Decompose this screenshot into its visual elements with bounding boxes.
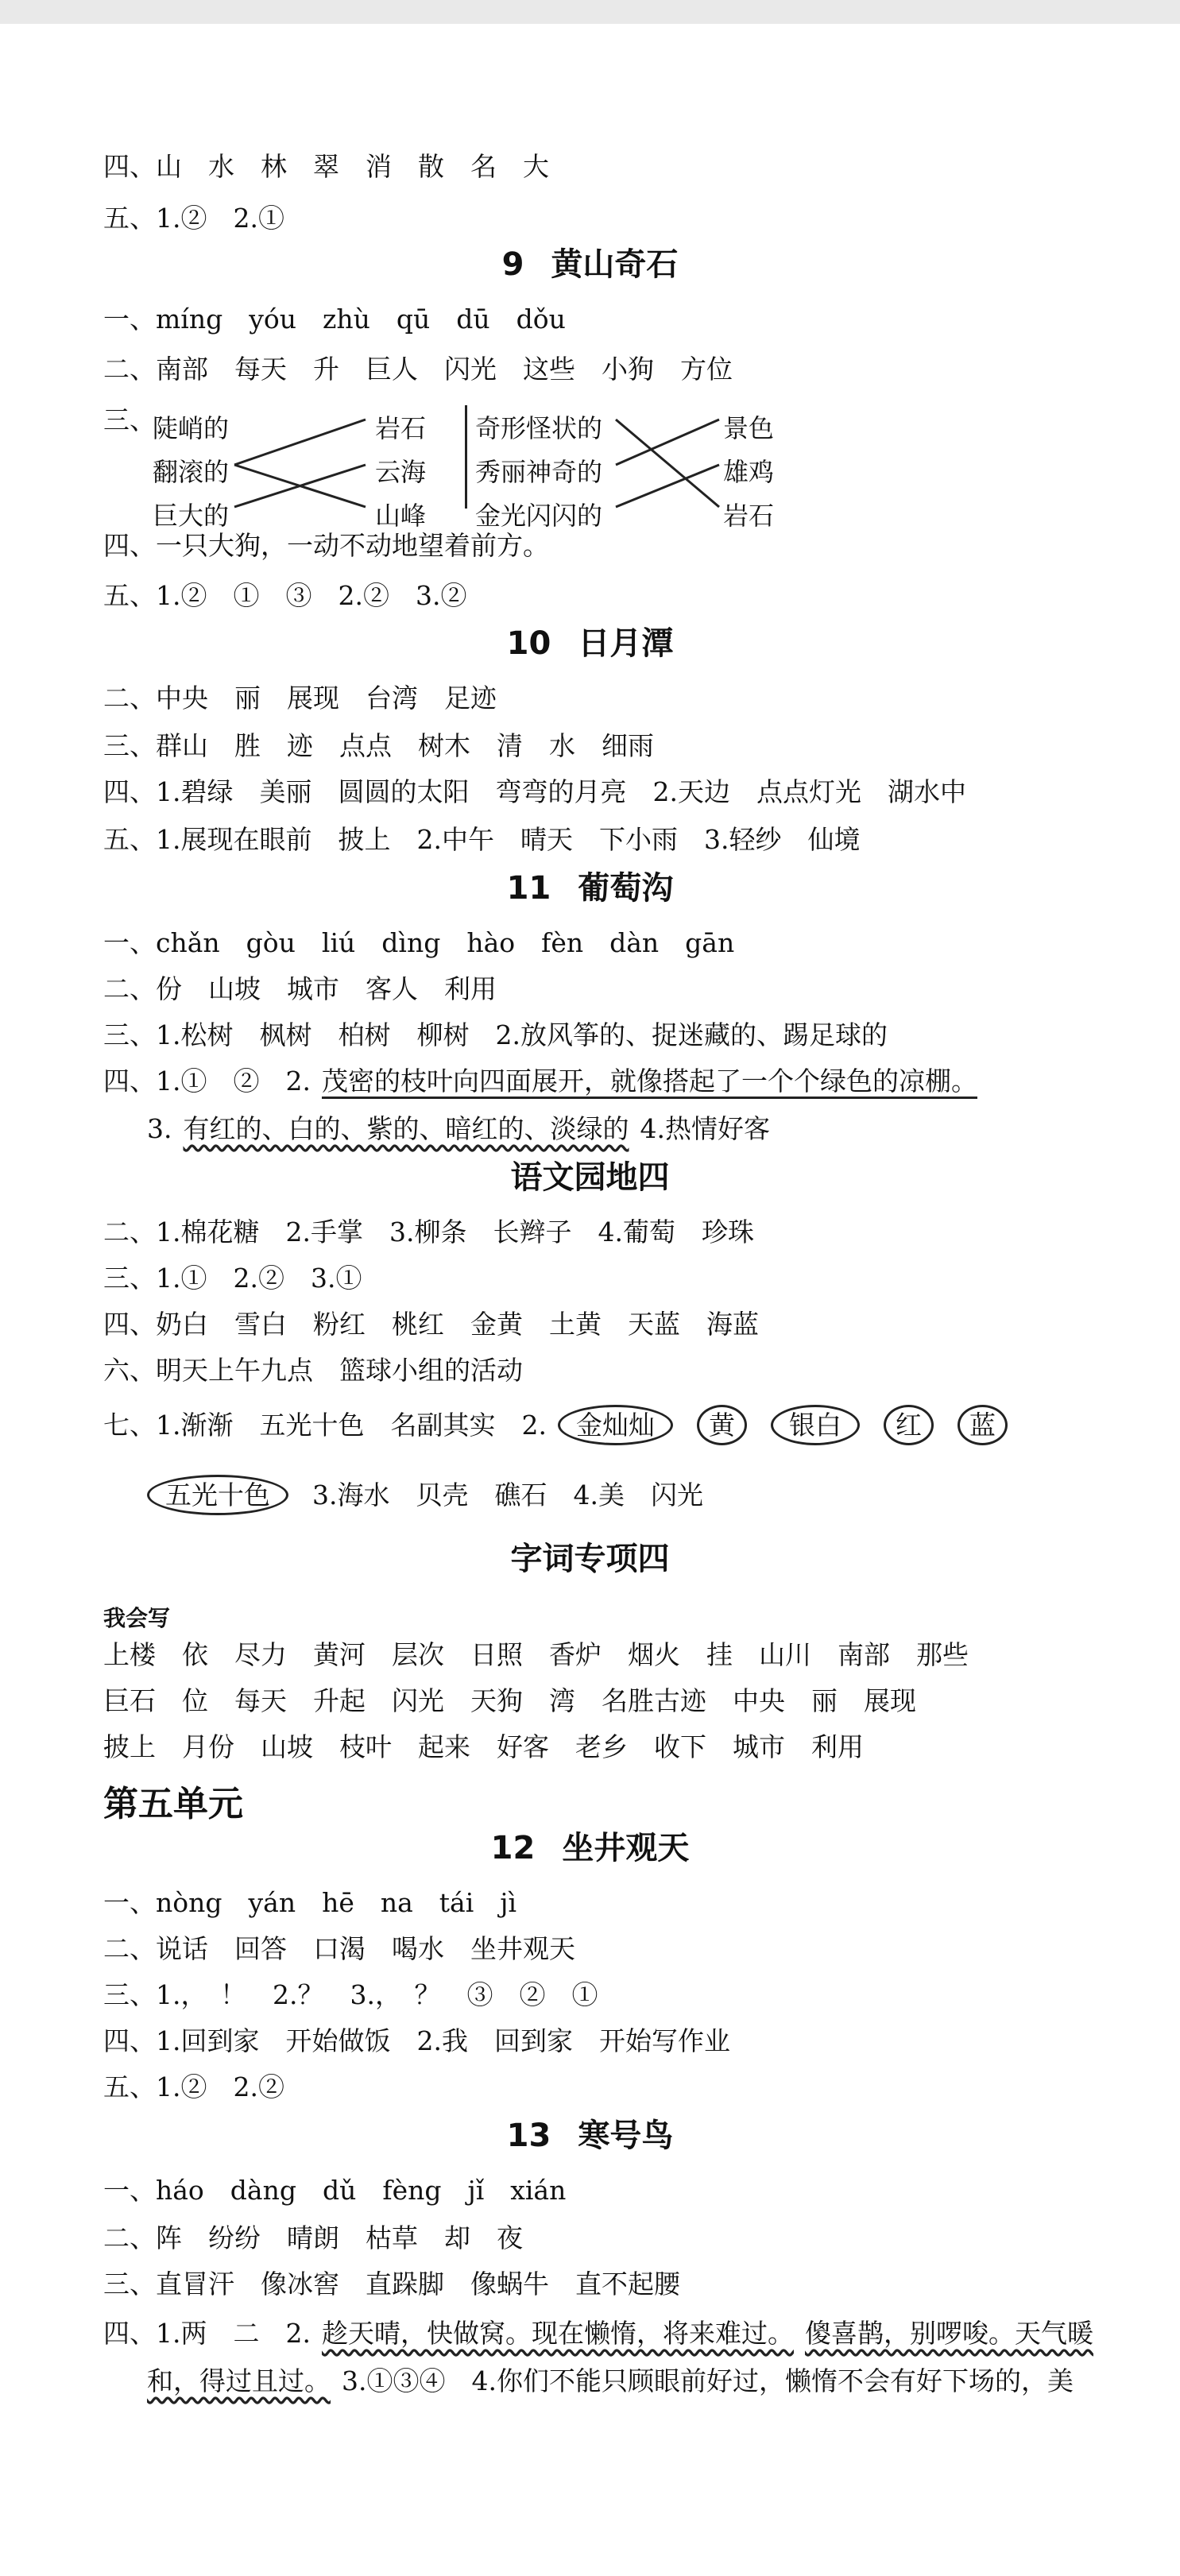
word-row: 上楼 依 尽力 黄河 层次 日照 香炉 烟火 挂 山川 南部 那些 xyxy=(103,1639,969,1670)
answer-line: 三、直冒汗 像冰窖 直跺脚 像蜗牛 直不起腰 xyxy=(103,2269,680,2299)
match-item: 巨大的 xyxy=(152,501,229,531)
lesson-number: 11 xyxy=(506,870,551,907)
answer-line: 二、说话 回答 口渴 喝水 坐井观天 xyxy=(103,1933,575,1964)
answer-line: 三、1.， ！ 2.？ 3.， ？ ③ ② ① xyxy=(103,1979,598,2010)
answer-segment: 3.海水 贝壳 礁石 4.美 闪光 xyxy=(312,1479,703,1510)
wavy-underlined-phrase: 傻喜鹊，别啰唆。天气暖 xyxy=(804,2318,1093,2349)
unit-heading: 第五单元 xyxy=(103,1784,243,1824)
match-item: 岩石 xyxy=(375,413,427,443)
circled-word: 红 xyxy=(884,1405,934,1445)
answer-line: 五、1.② ① ③ 2.② 3.② xyxy=(103,580,467,611)
wavy-underlined-phrase: 有红的、白的、紫的、暗红的、淡绿的 xyxy=(183,1113,629,1144)
answer-line xyxy=(103,1066,988,1097)
answer-segment: 3.①③④ 4.你们不能只顾眼前好过，懒惰不会有好下场的，美 xyxy=(342,2365,1074,2396)
answer-line: 四、一只大狗，一动不动地望着前方。 xyxy=(103,530,549,561)
answer-line: 五、1.展现在眼前 披上 2.中午 晴天 下小雨 3.轻纱 仙境 xyxy=(103,824,861,855)
answer-line: 三、1.松树 枫树 柏树 柳树 2.放风筝的、捉迷藏的、踢足球的 xyxy=(103,1019,888,1050)
answer-line: 二、南部 每天 升 巨人 闪光 这些 小狗 方位 xyxy=(103,354,733,385)
lesson-number: 12 xyxy=(490,1830,536,1866)
answer-line: 二、阵 纷纷 晴朗 枯草 却 夜 xyxy=(103,2222,523,2253)
lesson-name: 寒号鸟 xyxy=(578,2118,674,2154)
lesson-name: 葡萄沟 xyxy=(578,870,674,907)
scan-top-edge xyxy=(0,0,1180,24)
word-row: 披上 月份 山坡 枝叶 起来 好客 老乡 收下 城市 利用 xyxy=(103,1731,864,1762)
wavy-underlined-phrase: 趁天晴，快做窝。现在懒惰，将来难过。 xyxy=(321,2318,794,2349)
underlined-sentence: 茂密的枝叶向四面展开，就像搭起了一个个绿色的凉棚。 xyxy=(321,1066,977,1097)
answer-line xyxy=(147,1113,781,1144)
answer-line: 六、明天上午九点 篮球小组的活动 xyxy=(103,1355,523,1386)
answer-segment: 4.热情好客 xyxy=(640,1113,770,1144)
answer-line: 四、1.回到家 开始做饭 2.我 回到家 开始写作业 xyxy=(103,2025,730,2056)
match-item: 山峰 xyxy=(375,501,427,531)
answer-segment: 四、1.① ② 2. xyxy=(103,1066,311,1097)
lesson-title xyxy=(0,2120,1180,2152)
match-item: 景色 xyxy=(723,413,775,443)
match-item: 翻滚的 xyxy=(152,457,229,487)
section-title: 字词专项四 xyxy=(510,1541,670,1577)
match-item: 秀丽神奇的 xyxy=(475,457,603,487)
section-title: 语文园地四 xyxy=(510,1159,670,1196)
answer-line: 三、1.① 2.② 3.① xyxy=(103,1263,362,1294)
answer-line: 五、1.② 2.② xyxy=(103,2071,284,2102)
answer-line: 二、中央 丽 展现 台湾 足迹 xyxy=(103,683,497,714)
circled-word: 黄 xyxy=(697,1405,747,1445)
answer-segment: 四、1.两 二 2. xyxy=(103,2318,311,2349)
lesson-title xyxy=(0,870,1180,907)
match-item: 奇形怪状的 xyxy=(475,413,603,443)
lesson-name: 黄山奇石 xyxy=(551,246,679,283)
answer-line xyxy=(103,1405,1031,1445)
answer-line: 三、群山 胜 迹 点点 树木 清 水 细雨 xyxy=(103,730,654,761)
match-item: 陡峭的 xyxy=(152,413,229,443)
match-lines-a xyxy=(230,405,373,524)
circled-word: 银白 xyxy=(771,1405,860,1445)
match-item: 岩石 xyxy=(723,501,775,531)
answer-line xyxy=(147,2365,1085,2396)
answer-line: 二、1.棉花糖 2.手掌 3.柳条 长辫子 4.葡萄 珍珠 xyxy=(103,1216,754,1247)
circled-word: 五光十色 xyxy=(147,1475,288,1515)
circled-word: 蓝 xyxy=(958,1405,1008,1445)
answer-segment: 3. xyxy=(147,1113,172,1144)
lesson-number: 10 xyxy=(506,625,551,662)
wavy-underlined-phrase: 和，得过且过。 xyxy=(147,2365,331,2396)
match-lines-b xyxy=(612,405,731,524)
match-item: 云海 xyxy=(375,457,427,487)
matching-prefix: 三、 xyxy=(103,404,156,435)
lesson-name: 日月潭 xyxy=(578,625,674,662)
answer-line: 四、奶白 雪白 粉红 桃红 金黄 土黄 天蓝 海蓝 xyxy=(103,1309,759,1340)
answer-line xyxy=(147,1475,714,1515)
match-right-column-b xyxy=(723,407,774,538)
answer-line: 二、份 山坡 城市 客人 利用 xyxy=(103,973,497,1004)
lesson-number: 9 xyxy=(501,246,524,283)
pinyin-line: 一、nòng yán hē na tái jì xyxy=(103,1887,517,1918)
answer-line xyxy=(103,2318,1105,2349)
pinyin-line: 一、míng yóu zhù qū dū dǒu xyxy=(103,304,566,335)
answer-line: 四、1.碧绿 美丽 圆圆的太阳 弯弯的月亮 2.天边 点点灯光 湖水中 xyxy=(103,776,966,807)
circled-word: 金灿灿 xyxy=(558,1405,673,1445)
pinyin-line: 一、chǎn gòu liú dìng hào fèn dàn gān xyxy=(103,927,735,958)
match-right-column-a xyxy=(375,407,426,538)
column-divider xyxy=(465,405,467,509)
answer-line: 五、1.② 2.① xyxy=(103,203,284,234)
lesson-number: 13 xyxy=(506,2118,551,2154)
lesson-name: 坐井观天 xyxy=(562,1830,690,1866)
pinyin-line: 一、háo dàng dǔ fèng jǐ xián xyxy=(103,2175,567,2206)
answer-segment: 七、1.渐渐 五光十色 名副其实 2. xyxy=(103,1410,547,1441)
lesson-title xyxy=(0,246,1180,283)
lesson-title xyxy=(0,625,1180,662)
answer-line: 四、山 水 林 翠 消 散 名 大 xyxy=(103,151,549,182)
match-left-column-b xyxy=(475,407,602,538)
match-left-column-a xyxy=(149,407,229,538)
lesson-title xyxy=(0,1832,1180,1864)
match-item: 金光闪闪的 xyxy=(475,501,603,531)
subsection-label: 我会写 xyxy=(103,1605,171,1631)
match-item: 雄鸡 xyxy=(723,457,775,487)
word-row: 巨石 位 每天 升起 闪光 天狗 湾 名胜古迹 中央 丽 展现 xyxy=(103,1685,916,1716)
